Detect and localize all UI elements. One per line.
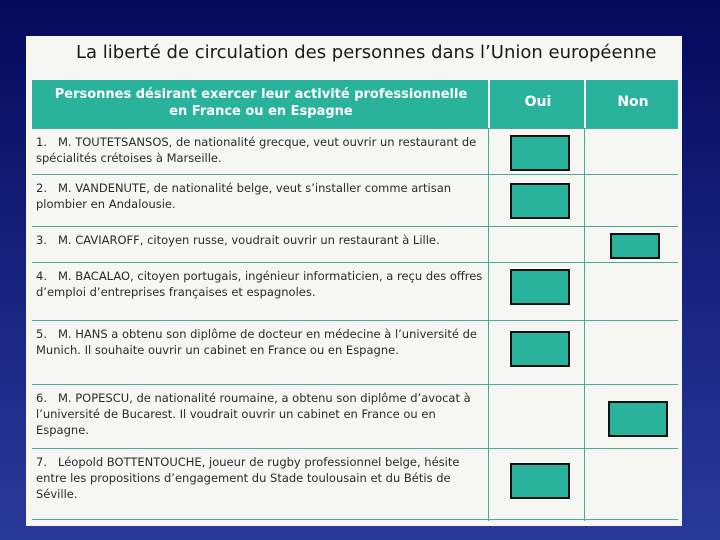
row-number: 7. (36, 455, 47, 469)
answer-oui-box[interactable] (510, 183, 570, 219)
table-row (32, 262, 678, 321)
column-divider (488, 449, 489, 521)
table-row (32, 174, 678, 227)
table-bottom-border (32, 519, 678, 520)
answer-non-box[interactable] (608, 401, 668, 437)
column-divider (584, 227, 585, 263)
column-divider (488, 227, 489, 263)
answer-oui-box[interactable] (510, 463, 570, 499)
header-line-2: en France ou en Espagne (169, 104, 353, 119)
row-number: 2. (36, 181, 47, 195)
column-divider (584, 129, 585, 175)
page-title: La liberté de circulation des personnes dans l’Union européenne (76, 42, 657, 63)
column-divider (584, 263, 585, 321)
table-row (32, 128, 678, 175)
row-text (36, 454, 484, 502)
answer-table (32, 80, 678, 520)
answer-non-box[interactable] (610, 233, 660, 259)
column-divider (488, 385, 489, 449)
column-divider (488, 175, 489, 227)
column-divider (488, 321, 489, 385)
row-text (36, 232, 484, 248)
header-non: Non (617, 94, 649, 110)
row-number: 3. (36, 233, 47, 247)
document-sheet (26, 36, 682, 526)
row-text (36, 180, 484, 212)
row-description: M. POPESCU, de nationalité roumaine, a obtenu son diplôme d’avocat à l’université de Bucarest. Il voudrait ouvrir un cabinet en France ou en Espagne. (36, 391, 471, 437)
answer-oui-box[interactable] (510, 269, 570, 305)
column-divider (488, 129, 489, 175)
row-text (36, 134, 484, 166)
row-number: 1. (36, 135, 47, 149)
row-text (36, 326, 484, 358)
table-row (32, 320, 678, 385)
row-text (36, 390, 484, 438)
header-divider (584, 80, 586, 128)
header-question (32, 86, 490, 120)
table-row (32, 384, 678, 449)
row-description: M. CAVIAROFF, citoyen russe, voudrait ouvrir un restaurant à Lille. (58, 233, 440, 247)
column-divider (488, 263, 489, 321)
row-description: M. TOUTETSANSOS, de nationalité grecque, veut ouvrir un restaurant de spécialités crétoises à Marseille. (36, 135, 477, 165)
table-row (32, 448, 678, 521)
header-line-1: Personnes désirant exercer leur activité professionnelle (54, 87, 468, 102)
answer-oui-box[interactable] (510, 135, 570, 171)
answer-oui-box[interactable] (510, 331, 570, 367)
table-row (32, 226, 678, 263)
column-divider (584, 321, 585, 385)
row-description: M. VANDENUTE, de nationalité belge, veut s’installer comme artisan plombier en Andalousie. (36, 181, 452, 211)
row-description: Léopold BOTTENTOUCHE, joueur de rugby professionnel belge, hésite entre les propositions d’engagement du Stade toulousain et du Bétis de Séville. (36, 455, 460, 501)
header-oui: Oui (524, 94, 552, 110)
row-number: 5. (36, 327, 47, 341)
column-divider (584, 385, 585, 449)
row-description: M. BACALAO, citoyen portugais, ingénieur informaticien, a reçu des offres d’emploi d’entreprises françaises et espagnoles. (36, 269, 483, 299)
column-divider (584, 449, 585, 521)
row-number: 6. (36, 391, 47, 405)
row-text (36, 268, 484, 300)
row-number: 4. (36, 269, 47, 283)
column-divider (584, 175, 585, 227)
header-divider (488, 80, 490, 128)
row-description: M. HANS a obtenu son diplôme de docteur en médecine à l’université de Munich. Il souhaite ouvrir un cabinet en France ou en Espagne. (36, 327, 477, 357)
table-header (32, 80, 678, 128)
